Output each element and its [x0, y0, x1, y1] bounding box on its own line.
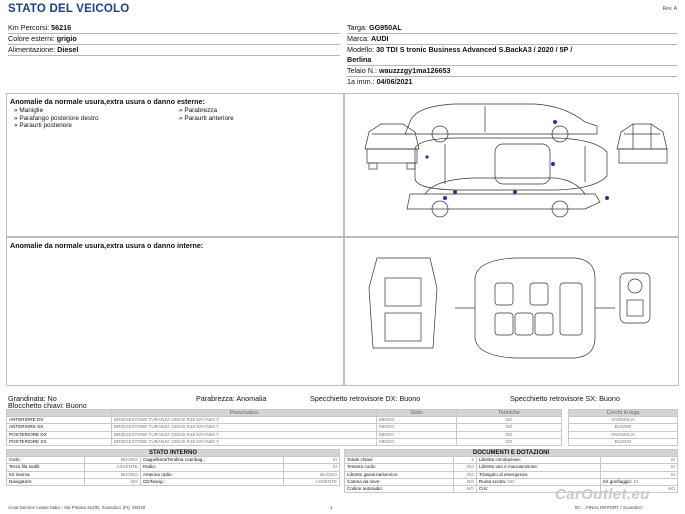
tyre-state-header: Stato: [377, 410, 457, 417]
car-front-view: [365, 124, 419, 169]
damage-item: » Paraurti posteriore: [14, 122, 72, 129]
tyre-thermal-header: Termiche: [457, 410, 562, 417]
interior-value: SI: [283, 464, 339, 471]
vin-row: [347, 66, 677, 77]
tyre-position: POSTERIORE DX: [7, 431, 112, 438]
document-value: SI: [601, 457, 678, 464]
wheels-table: [568, 409, 678, 446]
table-row: [569, 417, 678, 424]
tyre-model-header: Pneumatico: [112, 410, 377, 417]
interior-value: ASSENTE: [283, 478, 339, 485]
table-row: [345, 464, 678, 471]
wheel-state: BUONO: [569, 424, 678, 431]
interior-label: Cielo:: [7, 457, 85, 464]
table-row: [569, 424, 678, 431]
tyre-thermal: NO: [457, 438, 562, 445]
exterior-damage-col1: [14, 107, 99, 130]
exterior-damage-box: [6, 93, 344, 237]
tyre-model: BRIDGESTONE TURANZA 225/40 R18 92Y/ABS Y: [112, 417, 377, 424]
footer-page-number: 1: [330, 505, 333, 510]
revision-label: Rev. A: [662, 6, 677, 12]
car-exterior-diagram: [345, 94, 678, 236]
document-value: NO: [453, 478, 476, 485]
tyre-model: BRIDGESTONE TURANZA 225/40 R18 92Y/ABS Y: [112, 431, 377, 438]
tyres-table: [6, 409, 562, 446]
table-row: [7, 457, 340, 464]
brand-row: [347, 34, 677, 45]
model-label: Modello:: [347, 45, 375, 54]
page-title: STATO DEL VEICOLO: [8, 3, 130, 15]
interior-value: NO: [84, 478, 140, 485]
interior-diagram-box: [344, 237, 679, 386]
tyre-state: MEDIO: [377, 438, 457, 445]
document-value: NO: [453, 471, 476, 478]
interior-damage-title: Anomalie da normale usura,extra usura o danno interne:: [10, 241, 204, 250]
reg-label: 1a imm.:: [347, 77, 375, 86]
interior-label: Antenna radio:: [140, 471, 283, 478]
interior-label: Terza fila sedili:: [7, 464, 85, 471]
document-label: Catena da neve:: [345, 478, 454, 485]
document-label: Triangolo di emergenza:: [476, 471, 600, 478]
plate-row: [347, 23, 677, 34]
vin-label: Telaio N.:: [347, 66, 377, 75]
model-row: [347, 45, 677, 55]
footer-company: Arval Service Lease Italia - Via Pisana 314/B, Scandicci (FI), 50018: [8, 505, 146, 510]
mirror-dx-status: Specchietto retrovisore DX: Buono: [310, 394, 421, 403]
wheel-state: ANOMALIA: [569, 417, 678, 424]
tyre-position: POSTERIORE SX: [7, 438, 112, 445]
interior-label: Kit riserva:: [7, 471, 85, 478]
interior-value: BUONO: [84, 471, 140, 478]
interior-label: Navigatore:: [7, 478, 85, 485]
document-value: NO: [453, 464, 476, 471]
table-row: [7, 464, 340, 471]
documents-header: DOCUMENTI E DOTAZIONI: [345, 450, 678, 457]
tyre-position: ANTERIORE SX: [7, 424, 112, 431]
fuel-label: Alimentazione:: [8, 45, 56, 54]
car-side-view-top: [405, 104, 597, 142]
key-block-status: Blocchetto chiavi: Buono: [8, 401, 87, 410]
document-value: 2: [453, 457, 476, 464]
brand-value: AUDI: [370, 34, 389, 43]
footer-report-id: ID: ...FINAL REPORT / Scandicci: [575, 505, 643, 510]
interior-state-table: [6, 449, 340, 486]
reg-value: 04/06/2021: [376, 77, 413, 86]
table-row: [345, 471, 678, 478]
interior-state-header: STATO INTERNO: [7, 450, 340, 457]
wheels-header: Cerchi in lega: [569, 410, 678, 417]
fuel-row: [8, 45, 340, 56]
exterior-damage-title: Anomalie da normale usura,extra usura o danno esterne:: [10, 97, 205, 106]
km-label: Km Percorsi:: [8, 23, 50, 32]
table-row: [7, 438, 562, 445]
model-cont-row: [347, 55, 677, 66]
interior-value: BUONO: [283, 471, 339, 478]
km-value: 56216: [51, 23, 72, 32]
damage-item: » Parafango posteriore destro: [14, 114, 99, 122]
exterior-damage-col2: [179, 107, 234, 122]
interior-damage-box: [6, 237, 344, 386]
document-value: SI: [601, 464, 678, 471]
tyre-thermal: NO: [457, 431, 562, 438]
damage-item: » Parabrezza: [179, 107, 218, 114]
document-value: NO: [507, 478, 515, 484]
interior-value: SI: [283, 457, 339, 464]
km-row: [8, 23, 340, 34]
document-label: Kit gonfiaggio:: [603, 478, 633, 484]
interior-value: ASSENTE: [84, 464, 140, 471]
exterior-diagram-box: [344, 93, 679, 237]
table-row: [7, 417, 562, 424]
tyres-header-row: [7, 410, 562, 417]
document-label: Libretto garanzia/service:: [345, 471, 454, 478]
interior-front-view: [369, 258, 437, 348]
document-label: Codice autoradio:: [345, 486, 454, 493]
tyre-model: BRIDGESTONE TURANZA 225/40 R18 92Y/ABS Y: [112, 438, 377, 445]
table-row: [7, 478, 340, 485]
table-row: [345, 478, 678, 485]
document-value: SI: [601, 471, 678, 478]
tyre-state: MEDIO: [377, 417, 457, 424]
document-value: SI: [633, 478, 638, 484]
tyre-thermal: NO: [457, 424, 562, 431]
document-label: Cric:: [476, 486, 600, 493]
model-value: 30 TDI S tronic Business Advanced S.BackA3 / 2020 / 5P /: [376, 45, 573, 54]
plate-label: Targa:: [347, 23, 367, 32]
tyre-model: BRIDGESTONE TURANZA 225/40 R18 92Y/ABS Y: [112, 424, 377, 431]
vin-value: wauzzzgy1ma126653: [378, 66, 451, 75]
windshield-status: Parabrezza: Anomalia: [196, 394, 267, 403]
document-value: NO: [453, 486, 476, 493]
tyre-thermal: NO: [457, 417, 562, 424]
document-value: NO: [601, 486, 678, 493]
table-row: [7, 471, 340, 478]
wheel-state: ANOMALIA: [569, 431, 678, 438]
table-row: [345, 457, 678, 464]
tyre-position: ANTERIORE DX: [7, 417, 112, 424]
table-row: [569, 438, 678, 445]
interior-value: BUONO: [84, 457, 140, 464]
interior-top-view: [455, 258, 615, 358]
wheel-state: BUONO: [569, 438, 678, 445]
hail-status: Grandinata: No: [8, 394, 57, 403]
car-interior-diagram: [345, 238, 678, 385]
tyre-state: MEDIO: [377, 431, 457, 438]
fuel-value: Diesel: [57, 45, 79, 54]
watermark-logo: CarOutlet.eu: [555, 486, 650, 503]
brand-label: Marca:: [347, 34, 369, 43]
vehicle-info-left: [8, 23, 340, 56]
damage-item: » Maniglie: [14, 107, 44, 114]
table-row: [7, 431, 562, 438]
color-label: Colore esterni:: [8, 34, 55, 43]
document-label: Tessera codic:: [345, 464, 454, 471]
tyre-pos-header: [7, 410, 112, 417]
model-value-cont: Berlina: [347, 55, 372, 64]
interior-rear-view: [620, 273, 650, 323]
document-label: Libretto circolazione:: [476, 457, 600, 464]
document-label: Libretto uso e manutenzione:: [476, 464, 600, 471]
mirror-sx-status: Specchietto retrovisore SX: Buono: [510, 394, 620, 403]
vehicle-info-right: [347, 23, 677, 87]
table-row: [7, 424, 562, 431]
color-value: grigio: [56, 34, 77, 43]
table-row: [569, 431, 678, 438]
document-label: Totale chiavi:: [345, 457, 454, 464]
color-row: [8, 34, 340, 45]
car-rear-view: [617, 124, 667, 163]
damage-item: » Paraurti anteriore: [179, 114, 234, 122]
interior-label: Cappelliera/Tendina copribag.:: [140, 457, 283, 464]
tyre-state: MEDIO: [377, 424, 457, 431]
document-label: Ruota scorta:: [478, 478, 507, 484]
reg-row: [347, 77, 677, 87]
plate-value: GG950AL: [368, 23, 402, 32]
interior-label: CD/Navig.:: [140, 478, 283, 485]
interior-label: Radio:: [140, 464, 283, 471]
